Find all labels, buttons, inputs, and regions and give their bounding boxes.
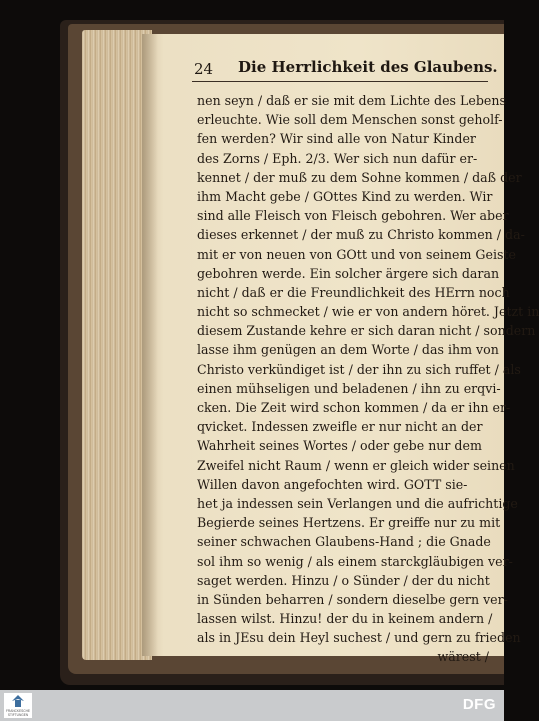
page-number: 24 bbox=[194, 60, 214, 78]
text-line: mit er von neuen von GOtt und von seinem Geiste bbox=[197, 246, 516, 262]
text-line: fen werden? Wir sind alle von Natur Kinder bbox=[197, 131, 476, 147]
header-rule bbox=[192, 81, 488, 82]
text-line: Wahrheit seines Wortes / oder gebe nur dem bbox=[197, 438, 482, 454]
text-line: lassen wilst. Hinzu! der du in keinem andern / bbox=[197, 611, 493, 627]
text-line: sind alle Fleisch von Fleisch gebohren. Wer aber bbox=[197, 208, 509, 224]
viewer-footer-bar bbox=[0, 690, 504, 721]
text-line: nicht / daß er die Freundlichkeit des HErrn noch bbox=[197, 284, 510, 300]
text-line: Zweifel nicht Raum / wenn er gleich wider seinen bbox=[197, 457, 515, 473]
text-line: Christo verkündiget ist / der ihn zu sich ruffet / als bbox=[197, 361, 521, 377]
body-text bbox=[197, 91, 539, 667]
logo-line: FRANCKESCHE bbox=[5, 709, 31, 713]
catchword: wärest / bbox=[437, 649, 489, 665]
text-line: kennet / der muß zu dem Sohne kommen / daß der bbox=[197, 169, 522, 185]
text-line: sol ihm so wenig / als einem starckgläubigen ver- bbox=[197, 553, 513, 569]
page-gutter-shadow bbox=[142, 34, 158, 656]
text-line: cken. Die Zeit wird schon kommen / da er ihn er- bbox=[197, 400, 511, 415]
text-line: het ja indessen sein Verlangen und die aufrichtige bbox=[197, 495, 518, 511]
text-line: in Sünden beharren / sondern dieselbe gern ver- bbox=[197, 591, 508, 607]
text-line: als in JEsu dein Heyl suchest / und gern zu frieden bbox=[197, 630, 521, 646]
logo-line: STIFTUNGEN bbox=[7, 713, 29, 717]
text-line: diesem Zustande kehre er sich daran nicht / sondern bbox=[197, 323, 536, 339]
text-line: nicht so schmecket / wie er von andern höret. Jetzt in bbox=[197, 304, 539, 320]
text-line: seiner schwachen Glaubens-Hand ; die Gnade bbox=[197, 534, 491, 550]
text-line: gebohren werde. Ein solcher ärgere sich daran bbox=[197, 265, 500, 281]
text-line: Willen davon angefochten wird. GOTT sie- bbox=[197, 476, 468, 492]
text-line: lasse ihm genügen an dem Worte / das ihm von bbox=[197, 342, 499, 358]
text-line: qvicket. Indessen zweifle er nur nicht an der bbox=[197, 419, 483, 435]
running-head: Die Herrlichkeit des Glaubens. bbox=[238, 58, 498, 76]
library-logo-icon bbox=[4, 693, 32, 718]
text-line: nen seyn / daß er sie mit dem Lichte des Lebens bbox=[197, 93, 506, 108]
text-line: einen mühseligen und beladenen / ihn zu erqvi- bbox=[197, 380, 501, 396]
text-line: Begierde seines Hertzens. Er greiffe nur zu mit bbox=[197, 515, 501, 531]
dfg-logo: DFG bbox=[462, 696, 496, 713]
text-line: ihm Macht gebe / GOttes Kind zu werden. Wir bbox=[197, 188, 493, 204]
text-line: saget werden. Hinzu / o Sünder / der du nicht bbox=[197, 572, 490, 588]
text-line: erleuchte. Wie soll dem Menschen sonst geholf- bbox=[197, 112, 503, 128]
text-line: des Zorns / Eph. 2/3. Wer sich nun dafür er- bbox=[197, 150, 478, 166]
text-line: dieses erkennet / der muß zu Christo kommen / da- bbox=[197, 227, 525, 243]
